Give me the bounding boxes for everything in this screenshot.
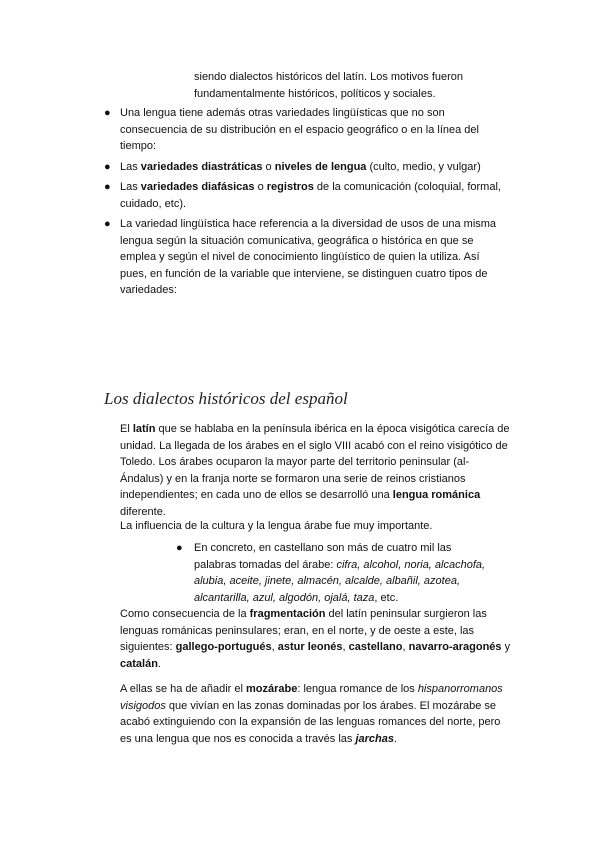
paragraph-mozarabe: A ellas se ha de añadir el mozárabe: lengua romance de los hispanorromanos visigodos que vivían en las zonas dominadas por los árabes. El mozárabe se acabó extinguiendo con la expansión de las lenguas romances del norte, pero es una lengua que nos es conocida a través las jarchas.	[120, 683, 503, 745]
bullet-icon: ●	[104, 218, 111, 230]
bullet-icon: ●	[104, 160, 111, 173]
bullet-icon: ●	[176, 542, 183, 554]
bullet-item: ● Una lengua tiene además otras variedades lingüísticas que no son consecuencia de su distribución en el espacio geográfico o en la línea del tiempo:	[104, 107, 479, 152]
arabic-word-list: cifra, alcohol, noria, alcachofa, alubia, aceite, jinete, almacén, alcalde, albañil, azotea, alcantarilla, azul, algodón, ojalá, taza	[194, 558, 486, 604]
arabic-words-bullet: ● En concreto, en castellano son más de cuatro mil las palabras tomadas del árabe: cifra, alcohol, noria, alcachofa, alubia, aceite, jinete, almacén, alcalde, albañil, azotea, alcantarilla, azul, algodón, ojalá, taza, etc.	[176, 542, 486, 604]
paragraph-latin: El latín que se hablaba en la península ibérica en la época visigótica carecía de unidad. La llegada de los árabes en el siglo VIII acabó con el reino visigótico de Toledo. Los árabes ocuparon la mayor parte del territorio peninsular (al-Ándalus) y en la franja norte se formaron una serie de reinos cristianos independientes; en cada uno de ellos se desarrolló una lengua románica diferente.	[120, 423, 510, 518]
bullet-icon: ●	[104, 107, 111, 119]
bullet-item: ● Las variedades diafásicas o registros de la comunicación (coloquial, formal, cuidado, etc).	[104, 181, 501, 210]
intro-continuation: siendo dialectos históricos del latín. Los motivos fueron fundamentalmente históricos, políticos y sociales.	[194, 71, 464, 100]
bullet-icon: ●	[104, 181, 111, 193]
paragraph-fragmentation: Como consecuencia de la fragmentación del latín peninsular surgieron las lenguas románicas peninsulares; eran, en el norte, y de oeste a este, las siguientes: gallego-portugués, astur leonés, castellano, navarro-aragonés y catalán.	[120, 608, 511, 670]
variety-bullet-list	[104, 105, 504, 303]
section-title: Los dialectos históricos del español	[104, 389, 348, 408]
bullet-item: ● La variedad lingüística hace referencia a la diversidad de usos de una misma lengua según la situación comunicativa, geográfica o histórica en que se emplea y según el nivel de conocimiento lingüístico de quien la utiliza. Así pues, en función de la variable que interviene, se distinguen cuatro tipos de variedades:	[104, 218, 497, 296]
paragraph-arabic-influence: La influencia de la cultura y la lengua árabe fue muy importante.	[120, 520, 433, 532]
bullet-item: ● Las variedades diastráticas o niveles de lengua (culto, medio, y vulgar)	[104, 159, 504, 176]
